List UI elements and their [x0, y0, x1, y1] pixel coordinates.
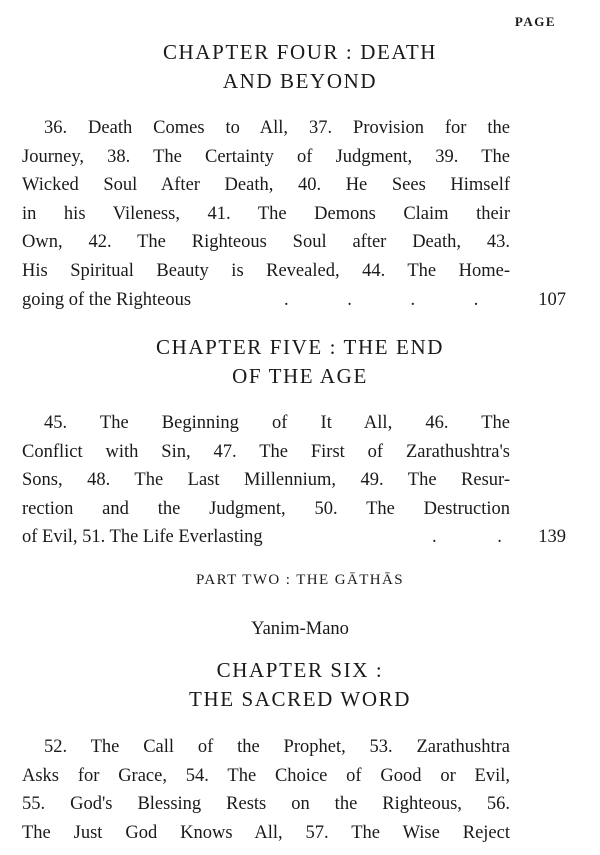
- page-number: 139: [538, 527, 566, 548]
- page-header: PAGE: [514, 14, 556, 29]
- contents-line: Own, 42. The Righteous Soul after Death, 43.: [22, 232, 510, 253]
- contents-line-text: going of the Righteous: [22, 289, 192, 310]
- chapter-four-contents: [22, 114, 566, 314]
- contents-line: Wicked Soul After Death, 40. He Sees Himself: [22, 175, 510, 196]
- contents-line: His Spiritual Beauty is Revealed, 44. The Home-: [22, 260, 510, 281]
- contents-line: in his Vileness, 41. The Demons Claim their: [22, 203, 510, 224]
- chapter-title-line: CHAPTER FIVE : THE END: [156, 335, 444, 359]
- chapter-six-title: [0, 656, 600, 714]
- contents-last-line: [22, 286, 566, 315]
- dot-leader: . .: [432, 527, 502, 548]
- chapter-title-line: CHAPTER SIX :: [216, 658, 384, 682]
- contents-line: Asks for Grace, 54. The Choice of Good or Evil,: [22, 765, 510, 786]
- contents-line-text: of Evil, 51. The Life Everlasting: [22, 527, 263, 548]
- chapter-four-title: [0, 38, 600, 96]
- chapter-title-line: AND BEYOND: [222, 69, 378, 93]
- contents-line: The Just God Knows All, 57. The Wise Reject: [22, 822, 510, 843]
- chapter-five-contents: [22, 409, 566, 552]
- chapter-six-contents: [22, 733, 510, 847]
- contents-line: 52. The Call of the Prophet, 53. Zarathushtra: [44, 737, 510, 757]
- contents-line: Journey, 38. The Certainty of Judgment, 39. The: [22, 146, 510, 167]
- contents-line: 55. God's Blessing Rests on the Righteous, 56.: [22, 794, 510, 815]
- contents-last-line: [22, 523, 566, 552]
- contents-line: 36. Death Comes to All, 37. Provision for the: [44, 118, 510, 138]
- page-number: 107: [538, 289, 566, 310]
- part-two-title: PART TWO : THE GĀTHĀS: [196, 572, 404, 588]
- contents-line: Conflict with Sin, 47. The First of Zarathushtra's: [22, 441, 510, 462]
- chapter-title-line: CHAPTER FOUR : DEATH: [162, 40, 438, 64]
- contents-line: Sons, 48. The Last Millennium, 49. The Resur-: [22, 470, 510, 491]
- chapter-title-line: OF THE AGE: [232, 364, 368, 388]
- contents-line: 45. The Beginning of It All, 46. The: [44, 413, 510, 433]
- section-subtitle: Yanim-Mano: [251, 619, 349, 639]
- dot-leader: . . . .: [284, 289, 479, 310]
- chapter-title-line: THE SACRED WORD: [189, 687, 411, 711]
- contents-line: rection and the Judgment, 50. The Destruction: [22, 498, 510, 519]
- chapter-five-title: [0, 333, 600, 391]
